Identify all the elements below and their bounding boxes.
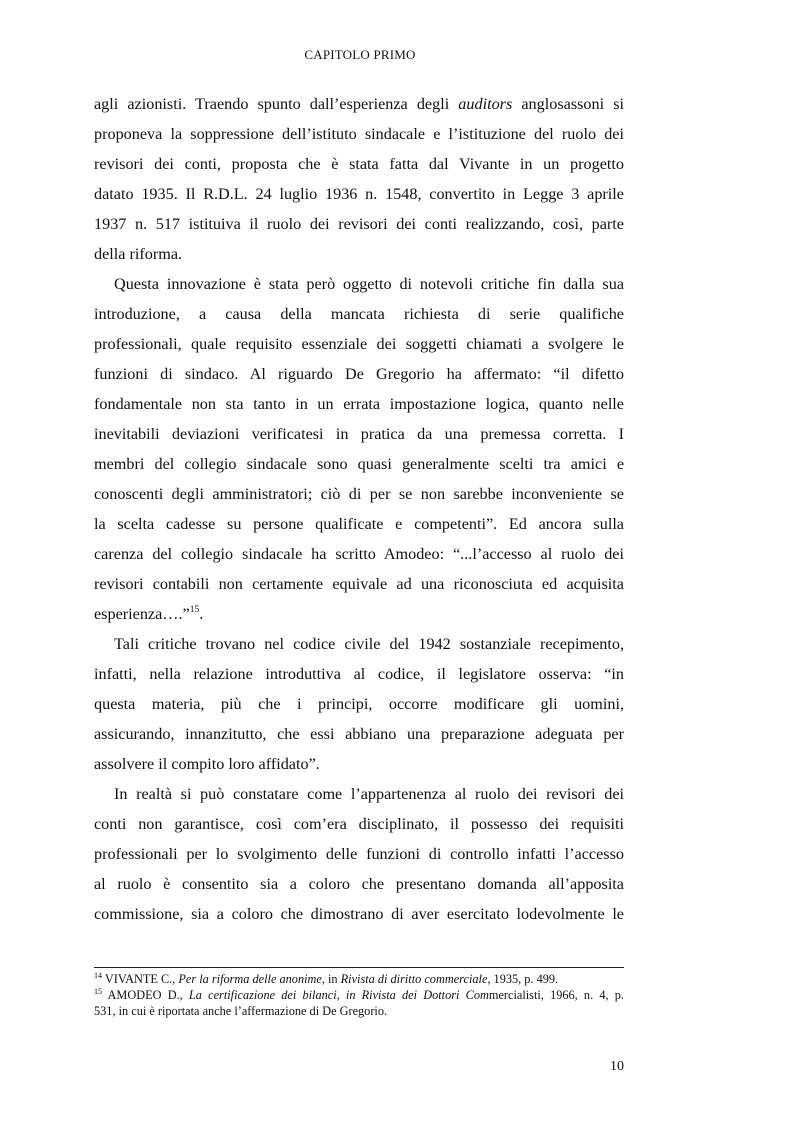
text-line: infatti, nella relazione introduttiva al codice, il legislatore osserva: “in [94, 665, 624, 683]
text-line: Tali critiche trovano nel codice civile del 1942 sostanziale recepimento, [114, 635, 624, 653]
italic-term: auditors [458, 95, 513, 113]
text-line: fondamentale non sta tanto in un errata impostazione logica, quanto nelle [94, 395, 624, 413]
text-line: della riforma. [94, 245, 183, 263]
text-line: carenza del collegio sindacale ha scritto Amodeo: “...l’accesso al ruolo dei [94, 545, 624, 563]
text-line: professionali per lo svolgimento delle funzioni di controllo infatti l’accesso [94, 845, 624, 863]
text-line: professionali, quale requisito essenziale dei soggetti chiamati a svolgere le [94, 335, 624, 353]
footnote-15: $^{15}$ AMODEO D., La certificazione dei bilanci, in Rivista dei Dottori Commercialisti, 1966, n. 4, p. [94, 987, 625, 1002]
text-line: In realtà si può constatare come l’appartenenza al ruolo dei revisori dei [114, 785, 624, 803]
footnote-15-continued: 531, in cui è riportata anche l’affermazione di De Gregorio. [94, 1004, 388, 1018]
footnote-ref-15[interactable]: 15 [189, 605, 200, 615]
footnote-separator [94, 967, 624, 968]
text-line: la scelta cadesse su persone qualificate e competenti”. Ed ancora sulla [94, 515, 624, 533]
text-line: revisori dei conti, proposta che è stata fatta dal Vivante in un progetto [94, 155, 624, 173]
text-line: commissione, sia a coloro che dimostrano di aver esercitato lodevolmente le [94, 905, 624, 923]
text-line: al ruolo è consentito sia a coloro che presentano domanda all’apposita [94, 875, 624, 893]
text-line: 1937 n. 517 istituiva il ruolo dei revisori dei conti realizzando, così, parte [94, 215, 624, 233]
text-line: questa materia, più che i principi, occorre modificare gli uomini, [94, 695, 624, 713]
text-line: inevitabili deviazioni verificatesi in pratica da una premessa corretta. I [94, 425, 624, 443]
text-line: assolvere il compito loro affidato”. [94, 755, 320, 773]
text-line: agli azionisti. Traendo spunto dall’esperienza degli auditors anglosassoni si [94, 95, 624, 113]
footnote-number: 15 [94, 987, 102, 996]
text-line: Questa innovazione è stata però oggetto di notevoli critiche fin dalla sua [114, 275, 624, 293]
text-line: funzioni di sindaco. Al riguardo De Gregorio ha affermato: “il difetto [94, 365, 624, 383]
text-line: conoscenti degli amministratori; ciò di per se non sarebbe inconveniente se [94, 485, 624, 503]
text-line: datato 1935. Il R.D.L. 24 luglio 1936 n. 1548, convertito in Legge 3 aprile [94, 185, 624, 203]
text-line: esperienza….”$^{15}$. [94, 605, 204, 623]
body-text [94, 89, 624, 929]
footnotes [94, 971, 624, 1019]
text-line: membri del collegio sindacale sono quasi generalmente scelti tra amici e [94, 455, 624, 473]
text-line: conti non garantisce, così com’era disciplinato, il possesso dei requisiti [94, 815, 624, 833]
text-line: assicurando, innanzitutto, che essi abbiano una preparazione adeguata per [94, 725, 624, 743]
text-line: revisori contabili non certamente equivale ad una riconosciuta ed acquisita [94, 575, 624, 593]
footnote-14: $^{14}$ VIVANTE C., Per la riforma delle anonime, in Rivista di diritto commerciale, 1935, p. 499. [94, 971, 559, 986]
text-line: introduzione, a causa della mancata richiesta di serie qualifiche [94, 305, 624, 323]
text-line: proponeva la soppressione dell’istituto sindacale e l’istituzione del ruolo dei [94, 125, 624, 143]
running-header: CAPITOLO PRIMO [304, 47, 416, 62]
footnote-number: 14 [94, 971, 102, 980]
page-number: 10 [610, 1059, 624, 1074]
